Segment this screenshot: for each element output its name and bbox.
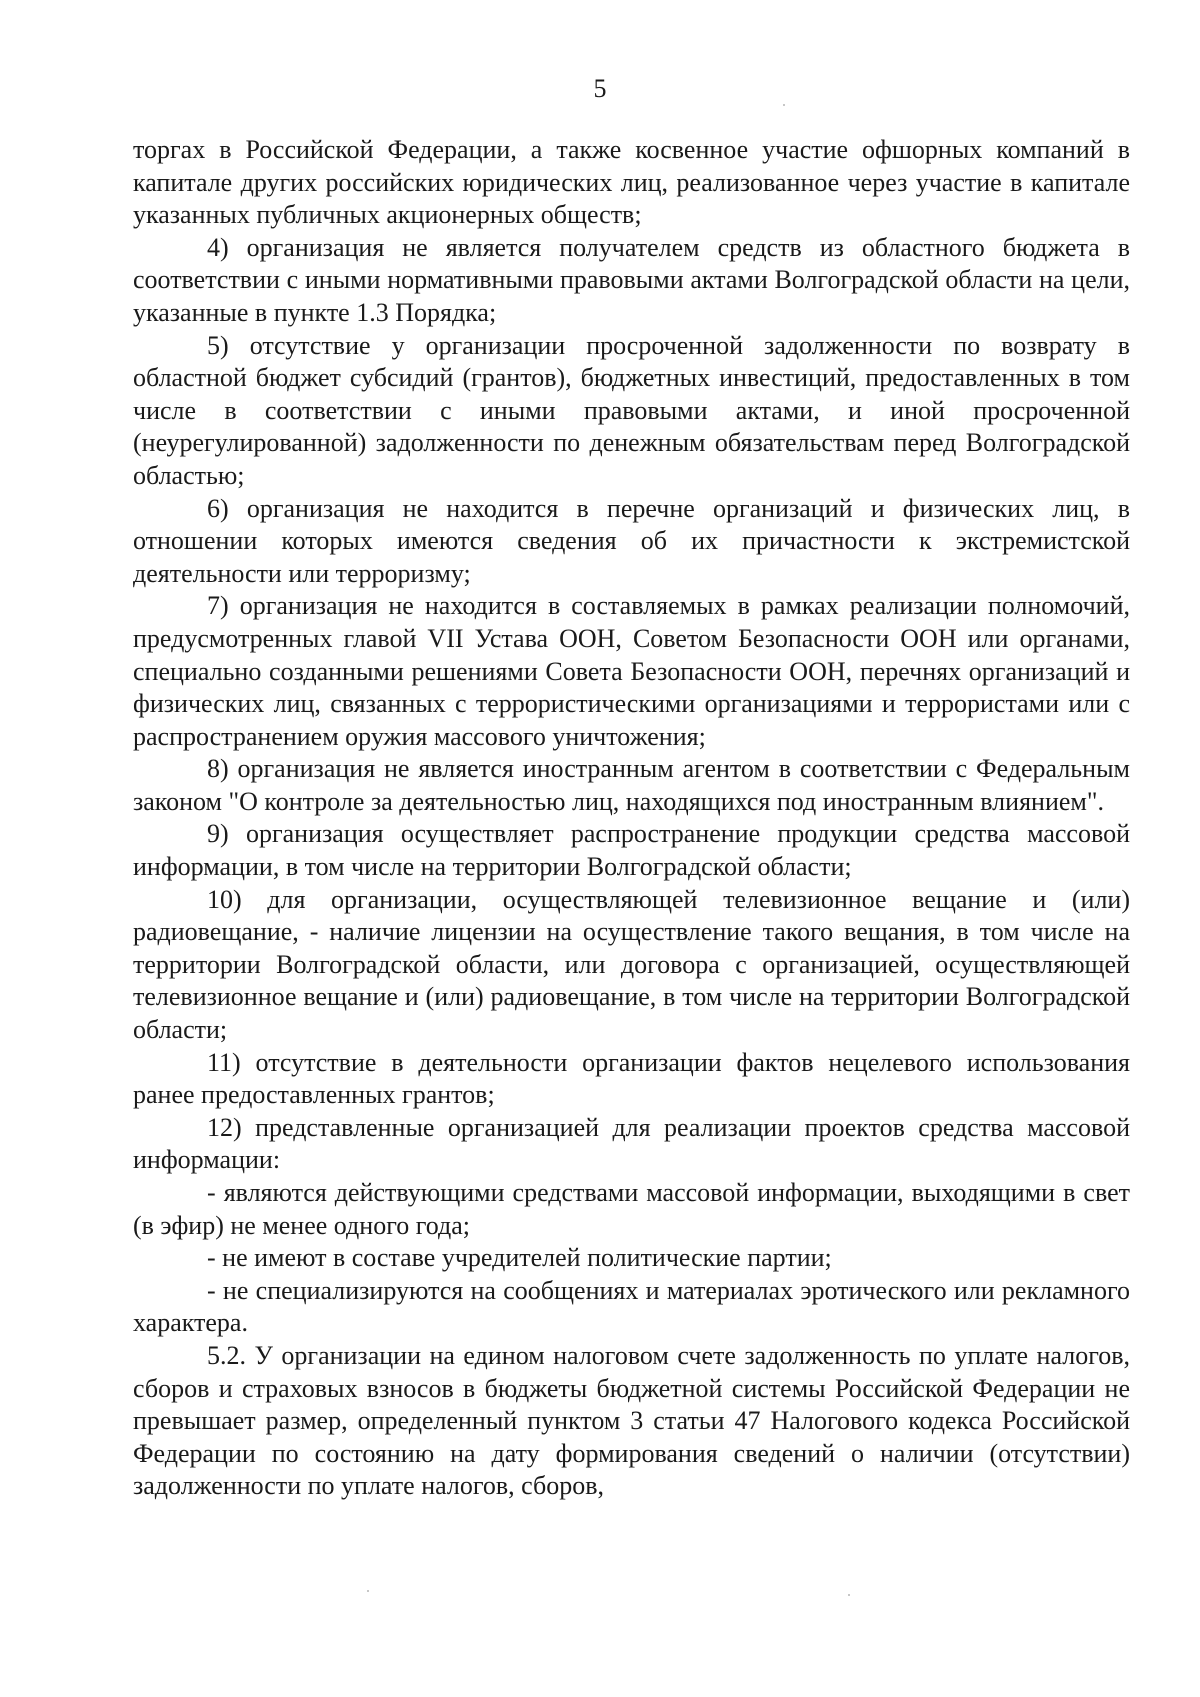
scan-speck bbox=[367, 1590, 369, 1592]
scan-speck bbox=[848, 1594, 850, 1596]
paragraph-item-10: 10) для организации, осуществляющей телевизионное вещание и (или) радиовещание, - наличие лицензии на осуществление такого вещания, в том числе на территории Волгоградской области, или договора с организацией, осуществляющей телевизионное вещание и (или) радиовещание, в том числе на территории Волгоградской области; bbox=[133, 884, 1130, 1045]
paragraph-item-8: 8) организация не является иностранным агентом в соответствии с Федеральным законом "О контроле за деятельностью лиц, находящихся под иностранным влиянием". bbox=[133, 754, 1130, 816]
paragraph-item-5-2: 5.2. У организации на едином налоговом счете задолженность по уплате налогов, сборов и страховых взносов в бюджеты бюджетной системы Российской Федерации не превышает размер, определенный пунктом 3 статьи 47 Налогового кодекса Российской Федерации по состоянию на дату формирования сведений о наличии (отсутствии) задолженности по уплате налогов, сборов, bbox=[133, 1340, 1130, 1501]
paragraph-item-4: 4) организация не является получателем средств из областного бюджета в соответствии с иными нормативными правовыми актами Волгоградской области на цели, указанные в пункте 1.3 Порядка; bbox=[133, 232, 1130, 327]
paragraph-item-5: 5) отсутствие у организации просроченной задолженности по возврату в областной бюджет субсидий (грантов), бюджетных инвестиций, предоставленных в том числе в соответствии с иными правовыми актами, и иной просроченной (неурегулированной) задолженности по денежным обязательствам перед Волгоградской областью; bbox=[133, 330, 1130, 490]
paragraph-item-12-dash-2: - не имеют в составе учредителей политические партии; bbox=[207, 1243, 832, 1273]
paragraph-item-6: 6) организация не находится в перечне организаций и физических лиц, в отношении которых имеются сведения об их причастности к экстремистской деятельности или терроризму; bbox=[133, 493, 1130, 588]
paragraph-item-7: 7) организация не находится в составляемых в рамках реализации полномочий, предусмотренных главой VII Устава ООН, Советом Безопасности ООН или органами, специально созданными решениями Совета Безопасности ООН, перечнях организаций и физических лиц, связанных с террористическими организациями и террористами или с распространением оружия массового уничтожения; bbox=[133, 591, 1130, 751]
page-number: 5 bbox=[593, 74, 607, 103]
paragraph-item-11: 11) отсутствие в деятельности организации фактов нецелевого использования ранее предоставленных грантов; bbox=[133, 1047, 1130, 1110]
document-body bbox=[133, 134, 1130, 1503]
paragraph-continuation: торгах в Российской Федерации, а также косвенное участие офшорных компаний в капитале других российских юридических лиц, реализованное через участие в капитале указанных публичных акционерных обществ; bbox=[133, 135, 1130, 230]
paragraph-item-9: 9) организация осуществляет распространение продукции средства массовой информации, в том числе на территории Волгоградской области; bbox=[133, 819, 1130, 882]
paragraph-item-12-dash-1: - являются действующими средствами массовой информации, выходящими в свет (в эфир) не менее одного года; bbox=[133, 1178, 1130, 1240]
paragraph-item-12: 12) представленные организацией для реализации проектов средства массовой информации: bbox=[133, 1112, 1130, 1175]
scan-speck bbox=[783, 104, 785, 106]
paragraph-item-12-dash-3: - не специализируются на сообщениях и материалах эротического или рекламного характера. bbox=[133, 1275, 1130, 1338]
